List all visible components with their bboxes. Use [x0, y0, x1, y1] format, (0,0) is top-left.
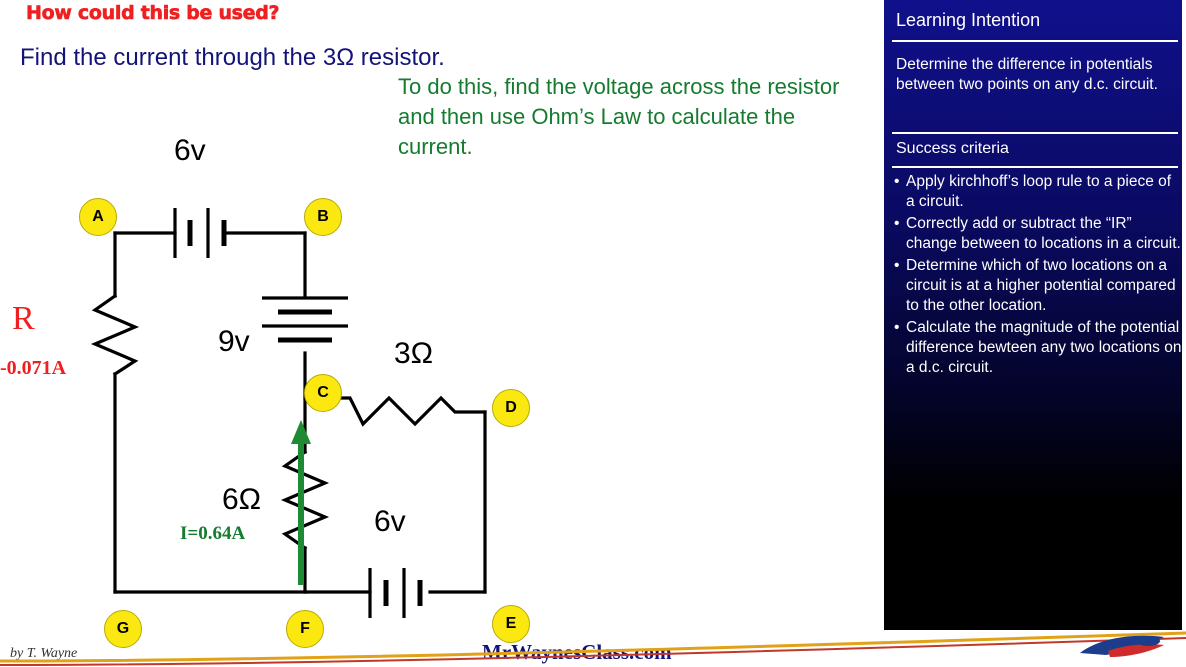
battery-6v-bottom-symbol: [370, 568, 420, 618]
author-byline: by T. Wayne: [10, 646, 78, 661]
label-resistor-6ohm: 6Ω: [222, 483, 262, 516]
panel-success-title: Success criteria: [896, 140, 1009, 157]
slide-header-question: How could this be used?: [26, 2, 280, 24]
list-item: • Correctly add or subtract the “IR” change between to locations in a circuit.: [892, 214, 1182, 254]
label-battery-6v-top: 6v: [174, 134, 206, 167]
battery-6v-top-symbol: [175, 208, 224, 258]
circuit-node-g: G: [104, 610, 142, 648]
resistor-r-symbol: [95, 296, 135, 374]
resistor-6ohm-symbol: [285, 452, 325, 548]
circuit-node-f: F: [286, 610, 324, 648]
site-credit: MrWaynesClass.com: [482, 640, 672, 664]
jet-plane-icon: [1080, 636, 1164, 657]
panel-divider-mid: [892, 132, 1178, 134]
circuit-node-b: B: [304, 198, 342, 236]
circuit-node-c: C: [304, 374, 342, 412]
battery-9v-symbol: [262, 298, 348, 340]
list-item: • Calculate the magnitude of the potential difference bewteen any two locations on a d.c. circuit.: [892, 318, 1182, 378]
label-unknown-resistor: R: [12, 300, 35, 337]
circuit-node-a: A: [79, 198, 117, 236]
panel-title: Learning Intention: [896, 10, 1041, 30]
circuit-node-d: D: [492, 389, 530, 427]
panel-divider-bottom: [892, 166, 1178, 168]
label-battery-9v: 9v: [218, 325, 250, 358]
panel-divider-top: [892, 40, 1178, 42]
panel-success-criteria-list: [892, 172, 1182, 380]
circuit-node-e: E: [492, 605, 530, 643]
label-unknown-resistor-current: -0.071A: [0, 357, 67, 379]
label-branch-current: I=0.64A: [180, 523, 246, 544]
problem-hint: To do this, find the voltage across the resistor and then use Ohm’s Law to calculate the current.: [398, 74, 840, 159]
panel-intention-text: Determine the difference in potentials between two points on any d.c. circuit.: [896, 56, 1158, 93]
label-battery-6v-bottom: 6v: [374, 505, 406, 538]
resistor-3ohm-symbol: [317, 398, 485, 424]
problem-statement: Find the current through the 3Ω resistor.: [20, 44, 445, 71]
list-item: • Determine which of two locations on a circuit is at a higher potential compared to the other location.: [892, 256, 1182, 316]
label-resistor-3ohm: 3Ω: [394, 337, 434, 370]
list-item: • Apply kirchhoff’s loop rule to a piece of a circuit.: [892, 172, 1182, 212]
learning-intention-panel: [884, 0, 1186, 630]
